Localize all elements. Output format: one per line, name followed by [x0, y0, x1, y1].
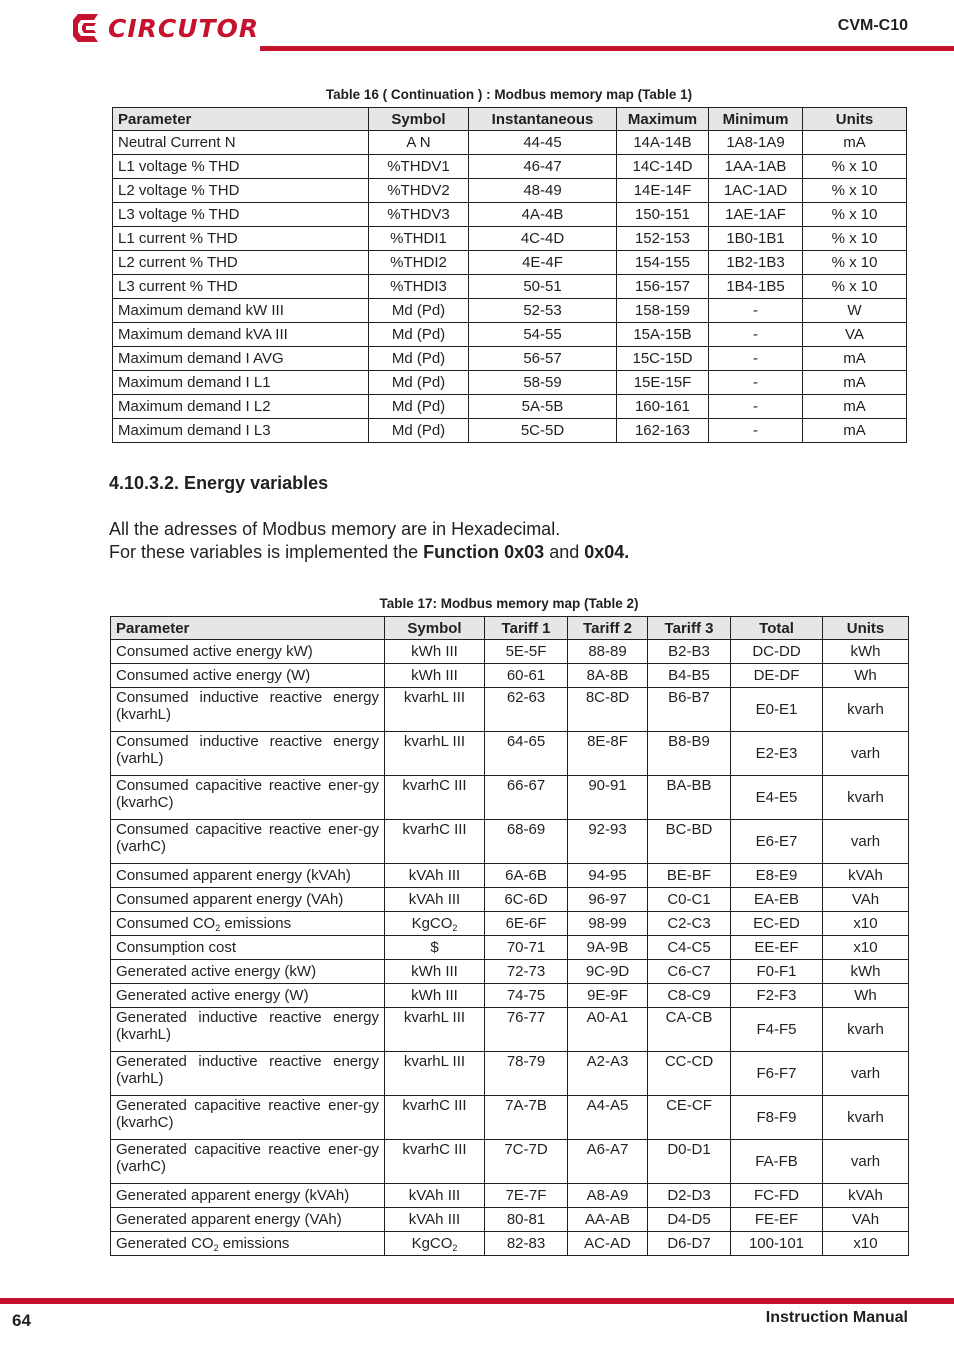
table-cell: D2-D3 [648, 1184, 731, 1208]
table-cell: - [709, 323, 803, 347]
table-cell: % x 10 [803, 275, 907, 299]
table-cell: C4-C5 [648, 936, 731, 960]
table-cell: 46-47 [469, 155, 617, 179]
table-row [113, 203, 907, 227]
table-row [113, 347, 907, 371]
parameter-cell: L3 voltage % THD [113, 203, 369, 227]
table-cell: kWh III [385, 984, 485, 1008]
table-row [111, 1140, 909, 1184]
model-label: CVM-C10 [837, 17, 908, 34]
parameter-cell: Consumed capacitive reactive ener-gy (varhC) [111, 820, 385, 864]
table-cell: BC-BD [648, 820, 731, 864]
column-header: Units [823, 617, 909, 640]
table-cell: 162-163 [617, 419, 709, 443]
parameter-cell: Generated inductive reactive energy (varhL) [111, 1052, 385, 1096]
table-cell: 6A-6B [485, 864, 568, 888]
table-cell: kvarh [823, 688, 909, 732]
table-row [111, 1096, 909, 1140]
table-cell: - [709, 395, 803, 419]
table-cell: 1B4-1B5 [709, 275, 803, 299]
table-cell: kVAh III [385, 1184, 485, 1208]
table-row [113, 251, 907, 275]
table-cell: Md (Pd) [369, 347, 469, 371]
table-cell: kvarhC III [385, 1140, 485, 1184]
table-cell: 66-67 [485, 776, 568, 820]
table-cell: E2-E3 [731, 732, 823, 776]
parameter-cell: Consumed active energy (W) [111, 664, 385, 688]
table-cell: FA-FB [731, 1140, 823, 1184]
table-row [111, 688, 909, 732]
table-cell: 14E-14F [617, 179, 709, 203]
table-cell: %THDV3 [369, 203, 469, 227]
table-cell: 156-157 [617, 275, 709, 299]
parameter-cell: Neutral Current N [113, 131, 369, 155]
table-row [111, 1184, 909, 1208]
header-rule [260, 46, 954, 51]
table-row [111, 664, 909, 688]
parameter-cell: Consumed inductive reactive energy (varhL) [111, 732, 385, 776]
table-cell: Wh [823, 984, 909, 1008]
table-cell: A0-A1 [568, 1008, 648, 1052]
table-row [113, 299, 907, 323]
parameter-cell: Generated active energy (W) [111, 984, 385, 1008]
table-cell: E8-E9 [731, 864, 823, 888]
table-header-row [111, 617, 909, 640]
table-cell: 158-159 [617, 299, 709, 323]
table-cell: - [709, 347, 803, 371]
table-cell: B8-B9 [648, 732, 731, 776]
table-cell: 90-91 [568, 776, 648, 820]
table-row [111, 1052, 909, 1096]
table-cell: 6E-6F [485, 912, 568, 936]
table-cell: 50-51 [469, 275, 617, 299]
table-cell: 154-155 [617, 251, 709, 275]
table-cell: D0-D1 [648, 1140, 731, 1184]
table-cell: %THDV2 [369, 179, 469, 203]
table-cell: varh [823, 820, 909, 864]
table-cell: D6-D7 [648, 1232, 731, 1256]
column-header: Tariff 3 [648, 617, 731, 640]
table-cell: 6C-6D [485, 888, 568, 912]
circutor-logo-icon [70, 11, 104, 45]
brand-logo [70, 10, 259, 46]
table-cell: 96-97 [568, 888, 648, 912]
table-row [111, 820, 909, 864]
table-cell: Md (Pd) [369, 395, 469, 419]
table-cell: 152-153 [617, 227, 709, 251]
table-header-row [113, 108, 907, 131]
table-cell: VAh [823, 888, 909, 912]
table-cell: 72-73 [485, 960, 568, 984]
table-row [111, 984, 909, 1008]
column-header: Minimum [709, 108, 803, 131]
table-cell: % x 10 [803, 203, 907, 227]
table-cell: C0-C1 [648, 888, 731, 912]
function-code-2: 0x04. [584, 542, 630, 562]
table-cell: 7E-7F [485, 1184, 568, 1208]
section-title: 4.10.3.2. Energy variables [109, 473, 329, 493]
table-cell: CA-CB [648, 1008, 731, 1052]
table-cell: 8C-8D [568, 688, 648, 732]
table-cell: E0-E1 [731, 688, 823, 732]
table-cell: kvarhC III [385, 776, 485, 820]
table-cell: 7A-7B [485, 1096, 568, 1140]
table-cell: kvarhL III [385, 732, 485, 776]
table-cell: 8A-8B [568, 664, 648, 688]
table-row [111, 1208, 909, 1232]
table-cell: 70-71 [485, 936, 568, 960]
parameter-cell: L2 current % THD [113, 251, 369, 275]
parameter-cell: L2 voltage % THD [113, 179, 369, 203]
table-cell: 1A8-1A9 [709, 131, 803, 155]
table-cell: - [709, 299, 803, 323]
table-row [113, 179, 907, 203]
table-cell: varh [823, 1140, 909, 1184]
table-cell: 52-53 [469, 299, 617, 323]
table-cell: kWh III [385, 664, 485, 688]
table-cell: B6-B7 [648, 688, 731, 732]
table-row [111, 912, 909, 936]
table-cell: 14A-14B [617, 131, 709, 155]
table-row [113, 419, 907, 443]
table-row [111, 960, 909, 984]
parameter-cell: Consumed $CO_2$ emissions [111, 912, 385, 936]
table-cell: FE-EF [731, 1208, 823, 1232]
table-cell: VAh [823, 1208, 909, 1232]
table-cell: BE-BF [648, 864, 731, 888]
parameter-cell: L3 current % THD [113, 275, 369, 299]
parameter-cell: Generated $CO_2$ emissions [111, 1232, 385, 1256]
table-cell: 1AA-1AB [709, 155, 803, 179]
table-cell: F6-F7 [731, 1052, 823, 1096]
parameter-cell: Maximum demand I L1 [113, 371, 369, 395]
table-cell: kWh III [385, 960, 485, 984]
table-cell: 62-63 [485, 688, 568, 732]
table-row [111, 776, 909, 820]
table-cell: kVAh III [385, 864, 485, 888]
table-cell: 15C-15D [617, 347, 709, 371]
table-cell: 44-45 [469, 131, 617, 155]
table-cell: DE-DF [731, 664, 823, 688]
table-row [111, 640, 909, 664]
parameter-cell: Maximum demand I AVG [113, 347, 369, 371]
table-row [113, 131, 907, 155]
table-cell: 78-79 [485, 1052, 568, 1096]
footer-title: Instruction Manual [765, 1309, 908, 1326]
table-cell: A N [369, 131, 469, 155]
table-cell: B4-B5 [648, 664, 731, 688]
table-row [111, 1232, 909, 1256]
table-cell: 5E-5F [485, 640, 568, 664]
table-cell: AC-AD [568, 1232, 648, 1256]
table-cell: %THDI1 [369, 227, 469, 251]
column-header: Symbol [369, 108, 469, 131]
table-cell: kvarhC III [385, 1096, 485, 1140]
table-cell: F2-F3 [731, 984, 823, 1008]
table-cell: % x 10 [803, 179, 907, 203]
parameter-cell: Consumed apparent energy (VAh) [111, 888, 385, 912]
column-header: Total [731, 617, 823, 640]
parameter-cell: Generated capacitive reactive ener-gy (varhC) [111, 1140, 385, 1184]
column-header: Parameter [113, 108, 369, 131]
parameter-cell: Maximum demand kW III [113, 299, 369, 323]
table-cell: 92-93 [568, 820, 648, 864]
table-cell: 74-75 [485, 984, 568, 1008]
parameter-cell: Maximum demand I L3 [113, 419, 369, 443]
parameter-cell: Generated apparent energy (VAh) [111, 1208, 385, 1232]
parameter-cell: Generated inductive reactive energy (kvarhL) [111, 1008, 385, 1052]
table-cell: 7C-7D [485, 1140, 568, 1184]
table-cell: KgCO$_2$ [385, 1232, 485, 1256]
table-cell: 4A-4B [469, 203, 617, 227]
table-cell: 1AE-1AF [709, 203, 803, 227]
page-number: 64 [12, 1311, 31, 1330]
table-cell: 82-83 [485, 1232, 568, 1256]
table-cell: C6-C7 [648, 960, 731, 984]
table-cell: 150-151 [617, 203, 709, 227]
parameter-cell: Consumed inductive reactive energy (kvarhL) [111, 688, 385, 732]
table-cell: x10 [823, 1232, 909, 1256]
table-cell: Wh [823, 664, 909, 688]
table-cell: AA-AB [568, 1208, 648, 1232]
table-cell: kVAh [823, 1184, 909, 1208]
table-cell: %THDI2 [369, 251, 469, 275]
column-header: Tariff 1 [485, 617, 568, 640]
table-cell: CC-CD [648, 1052, 731, 1096]
table-cell: 15E-15F [617, 371, 709, 395]
parameter-cell: Maximum demand kVA III [113, 323, 369, 347]
table-cell: 4C-4D [469, 227, 617, 251]
paragraph-line-2 [109, 542, 629, 563]
table-cell: 5C-5D [469, 419, 617, 443]
table-cell: kVAh [823, 864, 909, 888]
parameter-cell: Consumed apparent energy (kVAh) [111, 864, 385, 888]
table-cell: kWh [823, 960, 909, 984]
parameter-cell: L1 current % THD [113, 227, 369, 251]
table-cell: W [803, 299, 907, 323]
table-cell: x10 [823, 912, 909, 936]
table-row [113, 371, 907, 395]
table-cell: 48-49 [469, 179, 617, 203]
table-row [113, 395, 907, 419]
table-cell: F4-F5 [731, 1008, 823, 1052]
table-cell: x10 [823, 936, 909, 960]
table-cell: 9E-9F [568, 984, 648, 1008]
table-cell: 54-55 [469, 323, 617, 347]
table-cell: kvarhC III [385, 820, 485, 864]
table-cell: mA [803, 371, 907, 395]
table-cell: EC-ED [731, 912, 823, 936]
column-header: Tariff 2 [568, 617, 648, 640]
table-cell: A6-A7 [568, 1140, 648, 1184]
table-cell: 1B2-1B3 [709, 251, 803, 275]
column-header: Instantaneous [469, 108, 617, 131]
column-header: Parameter [111, 617, 385, 640]
table-cell: 1B0-1B1 [709, 227, 803, 251]
table-cell: E6-E7 [731, 820, 823, 864]
table-cell: kvarh [823, 1008, 909, 1052]
table-cell: 94-95 [568, 864, 648, 888]
table-cell: mA [803, 347, 907, 371]
table-cell: 68-69 [485, 820, 568, 864]
table-cell: Md (Pd) [369, 371, 469, 395]
table-cell: mA [803, 131, 907, 155]
table-row [113, 275, 907, 299]
table-cell: A8-A9 [568, 1184, 648, 1208]
table-cell: 8E-8F [568, 732, 648, 776]
table-cell: 14C-14D [617, 155, 709, 179]
table-cell: 76-77 [485, 1008, 568, 1052]
table-cell: varh [823, 1052, 909, 1096]
table-cell: F0-F1 [731, 960, 823, 984]
table-row [111, 1008, 909, 1052]
table-cell: EA-EB [731, 888, 823, 912]
table-row [111, 864, 909, 888]
brand-name: CIRCUTOR [108, 13, 260, 43]
parameter-cell: Generated active energy (kW) [111, 960, 385, 984]
table-cell: 100-101 [731, 1232, 823, 1256]
table-cell: varh [823, 732, 909, 776]
table-cell: 80-81 [485, 1208, 568, 1232]
table-cell: kvarhL III [385, 1008, 485, 1052]
paragraph-text: and [544, 542, 585, 562]
column-header: Symbol [385, 617, 485, 640]
table-cell: E4-E5 [731, 776, 823, 820]
table-cell: KgCO$_2$ [385, 912, 485, 936]
function-code-1: Function 0x03 [423, 542, 545, 562]
table-cell: F8-F9 [731, 1096, 823, 1140]
table-cell: C2-C3 [648, 912, 731, 936]
table-cell: Md (Pd) [369, 419, 469, 443]
table-row [113, 323, 907, 347]
parameter-cell: Generated apparent energy (kVAh) [111, 1184, 385, 1208]
table-row [111, 732, 909, 776]
parameter-cell: Maximum demand I L2 [113, 395, 369, 419]
table-cell: - [709, 419, 803, 443]
table17 [110, 616, 909, 1256]
table-row [113, 227, 907, 251]
table-cell: 88-89 [568, 640, 648, 664]
table-cell: A4-A5 [568, 1096, 648, 1140]
table-row [111, 888, 909, 912]
table-cell: kVAh III [385, 1208, 485, 1232]
footer-rule [0, 1298, 954, 1304]
paragraph-text: For these variables is implemented the [109, 542, 424, 562]
table-cell: FC-FD [731, 1184, 823, 1208]
table-cell: D4-D5 [648, 1208, 731, 1232]
table-cell: 5A-5B [469, 395, 617, 419]
table-cell: DC-DD [731, 640, 823, 664]
table16 [112, 107, 907, 443]
table17-caption: Table 17: Modbus memory map (Table 2) [379, 596, 639, 611]
table-row [111, 936, 909, 960]
table-row [113, 155, 907, 179]
table-cell: % x 10 [803, 155, 907, 179]
table-cell: 58-59 [469, 371, 617, 395]
table-cell: 60-61 [485, 664, 568, 688]
table-cell: %THDV1 [369, 155, 469, 179]
table-cell: mA [803, 419, 907, 443]
table16-caption: Table 16 ( Continuation ) : Modbus memory map (Table 1) [325, 87, 693, 102]
table-cell: 56-57 [469, 347, 617, 371]
parameter-cell: Consumption cost [111, 936, 385, 960]
table-cell: B2-B3 [648, 640, 731, 664]
table-cell: 64-65 [485, 732, 568, 776]
table-cell: kvarhL III [385, 1052, 485, 1096]
table-cell: VA [803, 323, 907, 347]
table-cell: 1AC-1AD [709, 179, 803, 203]
table-cell: 160-161 [617, 395, 709, 419]
parameter-cell: L1 voltage % THD [113, 155, 369, 179]
parameter-cell: Consumed capacitive reactive ener-gy (kvarhC) [111, 776, 385, 820]
column-header: Units [803, 108, 907, 131]
table-cell: kVAh III [385, 888, 485, 912]
table-cell: % x 10 [803, 251, 907, 275]
table-cell: $ [385, 936, 485, 960]
table-cell: 98-99 [568, 912, 648, 936]
table-cell: C8-C9 [648, 984, 731, 1008]
table-cell: 9A-9B [568, 936, 648, 960]
table-cell: kWh III [385, 640, 485, 664]
table-cell: Md (Pd) [369, 323, 469, 347]
column-header: Maximum [617, 108, 709, 131]
table-cell: Md (Pd) [369, 299, 469, 323]
table-cell: BA-BB [648, 776, 731, 820]
table-cell: 4E-4F [469, 251, 617, 275]
table-cell: A2-A3 [568, 1052, 648, 1096]
table-cell: 9C-9D [568, 960, 648, 984]
table-cell: kvarh [823, 776, 909, 820]
table-cell: - [709, 371, 803, 395]
parameter-cell: Generated capacitive reactive ener-gy (kvarhC) [111, 1096, 385, 1140]
table-cell: 15A-15B [617, 323, 709, 347]
parameter-cell: Consumed active energy kW) [111, 640, 385, 664]
table-cell: EE-EF [731, 936, 823, 960]
table-cell: CE-CF [648, 1096, 731, 1140]
table-cell: kvarh [823, 1096, 909, 1140]
paragraph-line-1: All the adresses of Modbus memory are in Hexadecimal. [109, 519, 561, 539]
table-cell: %THDI3 [369, 275, 469, 299]
table-cell: % x 10 [803, 227, 907, 251]
table-cell: mA [803, 395, 907, 419]
table-cell: kvarhL III [385, 688, 485, 732]
table-cell: kWh [823, 640, 909, 664]
